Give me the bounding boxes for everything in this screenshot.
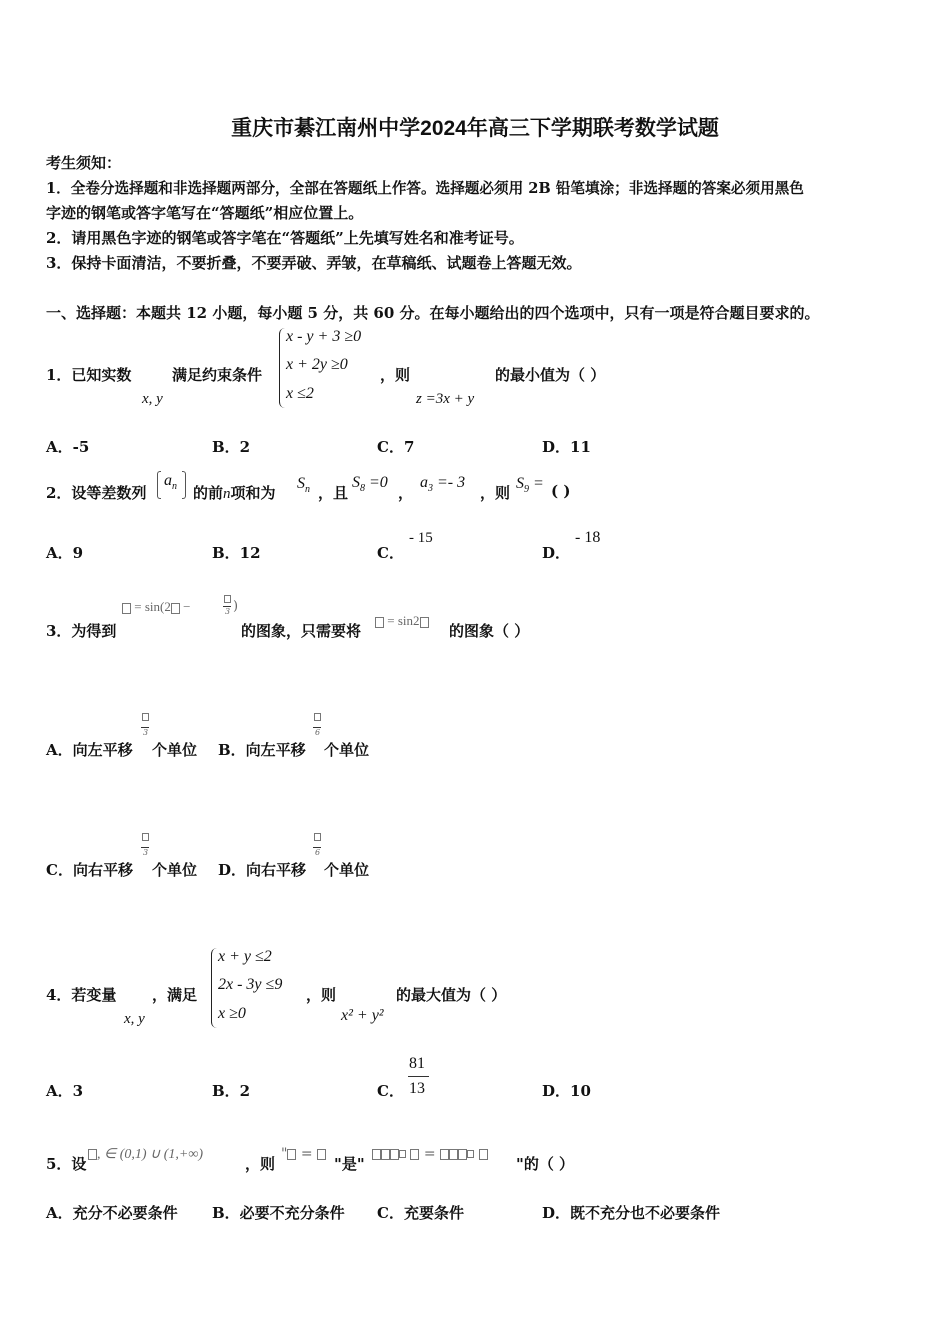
q3-option-c-unit: 个单位 [152, 861, 198, 879]
q2-option-d[interactable]: D． [542, 544, 571, 562]
q5-option-b[interactable]: B．必要不充分条件 [212, 1204, 345, 1222]
page-title: 重庆市綦江南州中学2024年高三下学期联考数学试题 [231, 117, 719, 140]
q5-prefix: 5．设 [46, 1155, 87, 1173]
q3-option-d[interactable]: D．向右平移 [218, 861, 307, 879]
q5-set: , ∈ (0,1) ∪ (1,+∞) [88, 1146, 203, 1163]
q4-option-d[interactable]: D．10 [542, 1082, 591, 1100]
q4-option-a[interactable]: A．3 [46, 1082, 84, 1100]
q4-option-c[interactable]: C． [377, 1082, 404, 1100]
q2-seq: $a_n$ [164, 472, 177, 493]
q2-comma: ， [398, 484, 414, 502]
q5-cond-2: = [372, 1146, 488, 1162]
q5-option-a[interactable]: A．充分不必要条件 [46, 1204, 178, 1222]
q5-option-c[interactable]: C．充要条件 [377, 1204, 464, 1222]
q1-prefix: 1．已知实数 [46, 366, 132, 384]
q3-option-a-frac [140, 712, 150, 721]
q2-option-c[interactable]: C． [377, 544, 404, 562]
q1-constraint-3: x ≤2 [286, 385, 314, 402]
q3-suffix: 的图象（ ） [449, 622, 530, 640]
q5-then: ，则 [245, 1155, 276, 1173]
q2-cond-2: $a_3 =- 3$ [420, 474, 466, 495]
q2-and: ，且 [318, 484, 349, 502]
section-heading: 一、选择题：本题共 12 小题，每小题 5 分，共 60 分。在每小题给出的四个选项中，只有一项是符合题目要求的。 [46, 304, 820, 322]
notice-heading: 考生须知： [46, 154, 122, 172]
q3-option-b-frac [312, 712, 322, 721]
q3-option-d-den: 6 [315, 848, 321, 857]
q3-prefix: 3．为得到 [46, 622, 117, 640]
q4-option-b[interactable]: B．2 [212, 1082, 251, 1100]
q4-brace [211, 948, 218, 1028]
notice-item-2: 2．请用黑色字迹的钢笔或答字笔在“答题纸”上先填写姓名和准考证号。 [46, 229, 524, 247]
q4-option-c-fraction-line [408, 1076, 429, 1077]
q1-option-c[interactable]: C．7 [377, 438, 415, 456]
q2-paren: ( ) [551, 482, 571, 500]
q2-option-a[interactable]: A．9 [46, 544, 84, 562]
q5-cond-1: " = [281, 1146, 326, 1162]
q2-prefix: 2．设等差数列 [46, 484, 147, 502]
q1-brace [279, 328, 286, 408]
q5-suffix: "的（ ） [516, 1155, 575, 1173]
notice-item-1: 1．全卷分选择题和非选择题两部分，全部在答题纸上作答。选择题必须用 2B 铅笔填涂；非选择题的答案必须用黑色 [46, 180, 804, 197]
q3-eq-1-close: ) [233, 599, 239, 614]
q1-constraint-2: x + 2y ≥0 [286, 356, 348, 373]
q4-constraint-1: x + y ≤2 [218, 948, 272, 965]
notice-item-1-cont: 字迹的钢笔或答字笔写在“答题纸”相应位置上。 [46, 204, 364, 222]
q4-constraint-3: x ≥0 [218, 1005, 246, 1022]
q2-option-c-value: - 15 [409, 530, 433, 546]
q1-mid: 满足约束条件 [172, 366, 263, 384]
q5-option-d[interactable]: D．既不充分也不必要条件 [542, 1204, 721, 1222]
q3-option-a-unit: 个单位 [152, 741, 198, 759]
q4-expression: x² + y² [341, 1007, 384, 1024]
q4-vars: x, y [124, 1011, 145, 1027]
q3-option-c[interactable]: C．向右平移 [46, 861, 133, 879]
q3-option-a-den: 3 [143, 728, 149, 737]
q4-then: ，则 [306, 986, 337, 1004]
q1-objective: z =3x + y [416, 391, 475, 407]
q1-suffix: 的最小值为（ ） [495, 366, 606, 384]
q1-then: ，则 [380, 366, 411, 384]
q1-vars: x, y [142, 391, 163, 407]
q3-option-d-unit: 个单位 [324, 861, 370, 879]
q3-option-d-frac [312, 832, 322, 841]
q4-mid: ，满足 [152, 986, 198, 1004]
q2-brace-left [157, 471, 161, 499]
notice-item-3: 3．保持卡面清洁，不要折叠，不要弄破、弄皱，在草稿纸、试题卷上答题无效。 [46, 254, 582, 272]
q3-eq-1-frac [222, 594, 232, 603]
q3-option-b[interactable]: B．向左平移 [218, 741, 306, 759]
q1-option-d[interactable]: D．11 [542, 438, 591, 456]
q1-option-b[interactable]: B．2 [212, 438, 251, 456]
q4-option-c-numerator: 81 [409, 1055, 425, 1072]
q3-option-a[interactable]: A．向左平移 [46, 741, 133, 759]
q2-option-d-value: - 18 [575, 529, 601, 546]
q3-eq-2: = sin2 [375, 613, 429, 629]
q2-Sn: $S_n$ [297, 475, 310, 496]
q2-mid: 的前n项和为 [193, 484, 276, 502]
q3-eq-1: = sin(2 − [122, 599, 190, 615]
q4-option-c-denominator: 13 [409, 1080, 425, 1097]
q3-option-c-den: 3 [143, 848, 149, 857]
q4-constraint-2: 2x - 3y ≤9 [218, 976, 283, 993]
q4-suffix: 的最大值为（ ） [396, 986, 507, 1004]
q3-mid: 的图象，只需要将 [241, 622, 362, 640]
q3-option-b-unit: 个单位 [324, 741, 370, 759]
q1-option-a[interactable]: A．-5 [46, 438, 90, 456]
q2-ask: $S_9$ = [516, 475, 544, 496]
q3-option-c-frac [140, 832, 150, 841]
q2-brace-right [182, 471, 186, 499]
q2-option-b[interactable]: B．12 [212, 544, 261, 562]
q3-option-b-den: 6 [315, 728, 321, 737]
q2-cond-1: $S_8 =0$ [352, 474, 388, 495]
q2-then: ，则 [480, 484, 511, 502]
q3-eq-1-den: 3 [225, 607, 231, 616]
q5-is: "是" [334, 1155, 365, 1173]
q1-constraint-1: x - y + 3 ≥0 [286, 328, 362, 345]
q4-prefix: 4．若变量 [46, 986, 117, 1004]
